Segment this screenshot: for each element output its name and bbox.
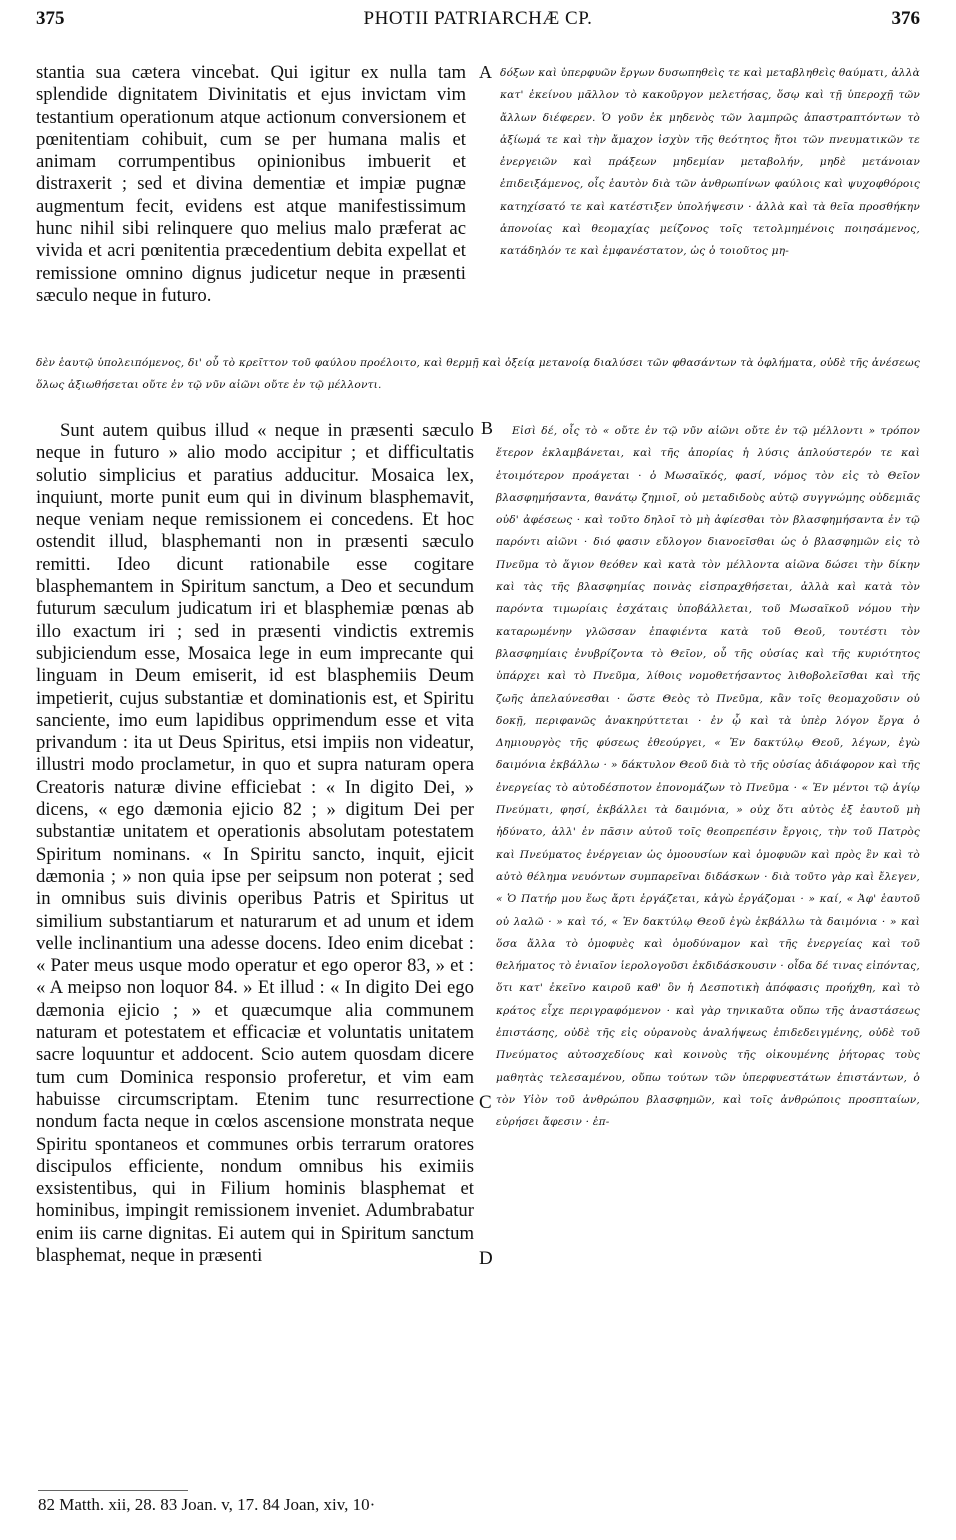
latin-paragraph-main: Sunt autem quibus illud « neque in præsenti sæculo neque in futuro » alio modo accipitur ; et difficultatis solutio simplicius et paratius adducitur. Mosaica lex, inquiunt, morte punit eum qui in divinum blasphemavit, neque veniam neque remissionem ei concedens. Et hoc ostendit illud, blasphemanti non in præsenti sæculo remitti. Ideo dicunt rationabile esse cogitare blasphemantem in Spiritum sanctum, a Deo et secundum futurum sæculum judicatum iri et blasphemiæ pœnas ab illo exactum iri ; sed in præsenti vindictis extremis subjiciendum esse, Mosaica lege in eum imprecante qui linguam in Deum emiserit, id est blasphemiis Deum impetierit, cujus substantiæ et dominationis est, et Spiritu sanciente, imo eum lapidibus opprimendum esse et vita privandum : ita ut Deus Spiritus, etsi impiis non videatur, illustri modo proclametur, in quo et supra naturam opera Creatoris naturæ divine efficiebat : « In digito Dei, » dicens, « ego dæmonia ejicio 82 ; » digitum Dei per substantiæ unitatem et operationis absolutam potestatem Spiritum nominans. « In Spiritu sancto, inquit, ejicit dæmonia ; » non quia ipse per seipsum non poterat ; sed in omnibus suis divinis operibus Patris et Spiritus ut similium substantiarum et naturarum et ad unum et idem velle inclinantium una adesse docens. Ideo enim dicebat : « Pater meus usque modo operatur et ego operor 83, » et : « A meipso non loquor 84. » Et illud : « In digito Dei ego dæmonia ejicio ; » et quæcumque alia communem naturam et potestatem et efficaciæ et voluntatis unitatem sacre loquuntur et addocent. Scio autem quosdam dicere tum cum Dominica responsio proferetur, et vim eam habuisse circumscriptam. Etenim tunc resurrectione nondum facta neque in cœlos ascensione monstrata neque Spiritu spontaneos et communes orbis terrarum oratores discipulos efficiente, nondum omnibus his eximiis exsistentibus, qui in Filium hominis blasphemat et hominibus, impingit remissionem inveniet. Adumbrabatur enim iis carne dignitas. Ei autem qui in Spiritum sanctum blasphemat, neque in præsenti <box>36 420 474 1266</box>
section-marker-a: A <box>479 62 492 82</box>
latin-paragraph-top: stantia sua cætera vincebat. Qui igitur ex nulla tam splendide dignitatem Divinitatis et ejus invictam vim testantium operationum atque actionum conversionem et pœnitentiam cohibuit, cum se per humana malis et animam corrumpentibus opinionibus imbuerit et distraxerit ; sed et divina dementiæ et impiæ pugnæ augmentum fecit, evidens est atque manifestissimum hunc nihil sibi relinquere quo melius malo præferat ac vivida et acri pœnitentia præcedentium debita expellat et remissione omnino dignus judicetur neque in præsenti sæculo neque in futuro. <box>36 62 466 306</box>
greek-paragraph-main: Εἰσὶ δέ, οἷς τὸ « οὔτε ἐν τῷ νῦν αἰῶνι οὔτε ἐν τῷ μέλλοντι » τρόπον ἕτερον ἐκλαμβάνεται, καὶ τῆς ἀπορίας ἡ λύσις ἁπλούστερόν τε καὶ ἑτοιμότερον προάγεται · ὁ Μωσαϊκός, φασί, νόμος τὸν εἰς τὸ Θεῖον βλασφημήσαντα, θανάτῳ ζημιοῖ, οὐ μεταδιδοὺς αὐτῷ συγγνώμης οὐδεμιᾶς οὐδ' ἀφέσεως · καὶ τοῦτο δηλοῖ τὸ μὴ ἀφίεσθαι τὸν βλασφημήσαντα ἐν τῷ παρόντι αἰῶνι · διό φασιν εὔλογον διανοεῖσθαι ὡς ὁ βλασφημῶν εἰς τὸ Πνεῦμα τὸ ἅγιον θεόθεν καὶ κατὰ τὸν μέλλοντα αἰῶνα δώσει τὴν δίκην καὶ τὰς τῆς βλασφημίας ποινὰς εἰσπραχθήσεται, ἀλλὰ καὶ κατὰ τὸν παρόντα τιμωρίαις ἐσχάταις ὑποβάλλεται, τοῦ Μωσαϊκοῦ νόμου τὴν καταρωμένην γλῶσσαν ἐπαφιέντα κατὰ τοῦ Θεοῦ, τουτέστι τὸν βλασφημίαις ἐνυβρίζοντα τὸ Θεῖον, οὗ τῆς οὐσίας καὶ τῆς κυριότητος ὑπάρχει καὶ τὸ Πνεῦμα, λίθοις νομοθετήσαντος λιθοβολεῖσθαι καὶ τῆς ζωῆς ἀπελαύνεσθαι · ὥστε Θεὸς τὸ Πνεῦμα, κἂν τοῖς θεομαχοῦσιν οὐ δοκῇ, περιφανῶς ἀνακηρύττεται · ἐν ᾧ καὶ τὰ ὑπὲρ λόγον ἔργα ὁ Δημιουργὸς τῆς φύσεως ἐθεούργει, « Ἐν δακτύλῳ Θεοῦ, λέγων, ἐγὼ δαιμόνια ἐκβάλλω · » δάκτυλον Θεοῦ διὰ τὸ τῆς οὐσίας ἀδιάφορον καὶ τῆς ἐνεργείας τὸ αὐτοδέσποτον ἐπονομάζων τὸ Πνεῦμα · « Ἐν μέντοι τῷ ἁγίῳ Πνεύματι, φησί, ἐκβάλλει τὰ δαιμόνια, » οὐχ ὅτι αὐτὸς ἐξ ἑαυτοῦ μὴ ἠδύνατο, ἀλλ' ἐν πᾶσιν αὐτοῦ τοῖς θεοπρεπέσιν ἔργοις, τὴν τοῦ Πατρὸς καὶ Πνεύματος ἐνέργειαν ὡς ὁμοουσίων καὶ ὁμοφυῶν καὶ πρὸς ἓν καὶ τὸ αὐτὸ θέλημα νευόντων συμπαρεῖναι διδάσκων · διὰ τοῦτο γὰρ καὶ ἔλεγεν, « Ὁ Πατήρ μου ἕως ἄρτι ἐργάζεται, κἀγὼ ἐργάζομαι · » καί, « Ἀφ' ἑαυτοῦ οὐ λαλῶ · » καὶ τό, « Ἐν δακτύλῳ Θεοῦ ἐγὼ ἐκβάλλω τὰ δαιμόνια · » καὶ ὅσα ἄλλα τὸ ὁμοφυὲς καὶ ὁμοδύναμον καὶ τῆς ἐνεργείας καὶ τοῦ θελήματος τὸ ἑνιαῖον ἱερολογοῦσι ἐκδιδάσκουσιν · οἶδα δέ τινας εἰπόντας, ὅτι κατ' ἐκεῖνο καιροῦ καθ' ὃν ἡ Δεσποτικὴ ἀπόφασις προήχθη, καὶ τὸ κράτος εἶχε περιγραφόμενον · καὶ γὰρ τηνικαῦτα οὔπω τῆς ἀναστάσεως ἐπιστάσης, οὐδὲ τῆς εἰς οὐρανοὺς ἀναλήψεως ἐπιδεδειγμένης, οὐδὲ τοῦ Πνεύματος αὐτοσχεδίους καὶ κοινοὺς τῆς οἰκουμένης ῥήτορας τοὺς μαθητὰς τελεσαμένου, οὔπω τούτων τῶν ὑπερφυεστάτων ἐπιστάντων, ὁ τὸν Υἱὸν τοῦ ἀνθρώπου βλασφημῶν, καὶ τοῖς ἀνθρώποις προσπταίων, εὑρήσει ἄφεσιν · ἐπ- <box>496 425 920 1129</box>
section-marker-b: B <box>481 418 494 438</box>
section-marker-c: C <box>479 1092 492 1113</box>
running-title: PHOTII PATRIARCHÆ CP. <box>363 8 593 29</box>
greek-column-top <box>500 62 920 263</box>
latin-column-main <box>36 420 474 1267</box>
greek-paragraph-span: δὲν ἑαυτῷ ὑπολειπόμενος, δι' οὗ τὸ κρεῖττον τοῦ φαύλου προέλοιτο, καὶ θερμῇ καὶ ὀξείᾳ μετανοίᾳ διαλύσει τῶν φθασάντων τὰ ὀφλήματα, οὐδὲ τῆς ἀνέσεως ὅλως ἀξιωθήσεται οὔτε ἐν τῷ νῦν αἰῶνι οὔτε ἐν τῷ μέλλοντι. <box>36 357 920 392</box>
section-marker-d: D <box>479 1248 493 1269</box>
left-page-number: 375 <box>36 8 65 29</box>
greek-column-main <box>496 420 920 1134</box>
latin-column-top <box>36 62 466 307</box>
right-page-number: 376 <box>891 8 920 29</box>
greek-paragraph-top: δόξων καὶ ὑπερφυῶν ἔργων δυσωπηθεὶς τε καὶ μεταβληθεὶς θαύματι, ἀλλὰ κατ' ἐκείνου μᾶλλον τὸ κακοῦργον μελετήσας, ὅσῳ καὶ τῇ ὑπεροχῇ τῶν ἄλλων διέφερεν. Ὁ γοῦν ἐκ μηδενὸς τῶν λαμπρῶς ἀπαστραπτόντων τὸ ἀξίωμά τε καὶ τὴν ἄμαχον ἰσχὺν τῆς θεότητος ἤτοι τῶν πνευματικῶν τε ἐνεργειῶν καὶ πράξεων μηδεμίαν μεταβολήν, μηδὲ μετάνοιαν ἐπιδειξάμενος, οἷς ἑαυτὸν διὰ τῶν ἀνθρωπίνων φαύλοις καὶ ψυχοφθόροις κατηχίσατό τε καὶ κατέστιξεν ὑπολήψεσιν · ἀλλὰ καὶ τὰ θεῖα προσθήκην ἀπονοίας καὶ θεομαχίας μείζονος τοῖς τετολμημένοις ποιησάμενος, κατάδηλόν τε καὶ ἐμφανέστατον, ὡς ὁ τοιοῦτος μη- <box>500 67 920 258</box>
greek-spanning-text <box>36 352 920 397</box>
running-header <box>36 8 920 42</box>
footnote-rule <box>38 1490 188 1491</box>
footnotes: 82 Matth. xii, 28. 83 Joan. v, 17. 84 Joan, xiv, 10· <box>38 1495 376 1514</box>
